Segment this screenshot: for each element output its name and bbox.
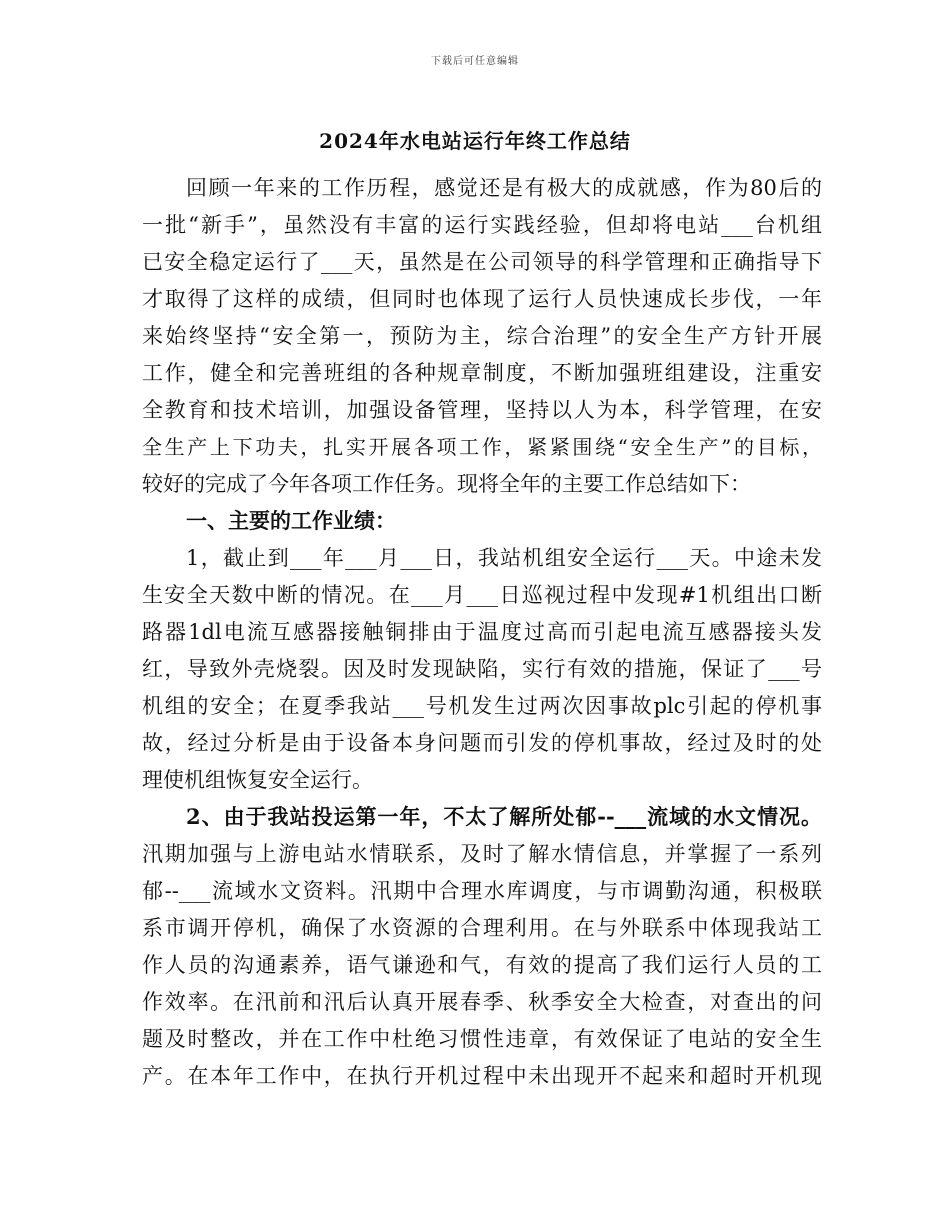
- document-title: 2024年水电站运行年终工作总结: [319, 129, 631, 153]
- paragraph-line: 回顾一年来的工作历程，感觉还是有极大的成就感，作为80后的: [186, 176, 822, 200]
- paragraph-line: 生安全天数中断的情况。在___月___日巡视过程中发现#1机组出口断: [142, 583, 822, 607]
- paragraph-line: 故，经过分析是由于设备本身问题而引发的停机事故，经过及时的处: [142, 731, 822, 755]
- paragraph-line: 才取得了这样的成绩，但同时也体现了运行人员快速成长步伐，一年: [142, 287, 822, 311]
- paragraph-line: 题及时整改，并在工作中杜绝习惯性违章，有效保证了电站的安全生: [142, 1027, 822, 1051]
- paragraph-line: 1，截止到___年___月___日，我站机组安全运行___天。中途未发: [186, 546, 822, 570]
- paragraph-line: 全教育和技术培训，加强设备管理，坚持以人为本，科学管理，在安: [142, 398, 822, 422]
- paragraph-line: 红，导致外壳烧裂。因及时发现缺陷，实行有效的措施，保证了___号: [142, 657, 822, 681]
- subsection-heading: 2、由于我站投运第一年，不太了解所处郁--___流域的水文情况。: [186, 804, 822, 829]
- paragraph-line: 来始终坚持“安全第一，预防为主，综合治理”的安全生产方针开展: [142, 324, 822, 348]
- paragraph-line: 系市调开停机，确保了水资源的合理利用。在与外联系中体现我站工: [142, 916, 822, 940]
- paragraph-line: 较好的完成了今年各项工作任务。现将全年的主要工作总结如下：: [142, 472, 751, 496]
- paragraph-line: 作效率。在汛前和汛后认真开展春季、秋季安全大检查，对查出的问: [142, 990, 822, 1014]
- paragraph-line: 郁--___流域水文资料。汛期中合理水库调度，与市调勤沟通，积极联: [142, 879, 822, 903]
- section-heading: 一、主要的工作业绩：: [186, 508, 396, 533]
- paragraph-line: 已安全稳定运行了___天，虽然是在公司领导的科学管理和正确指导下: [142, 250, 822, 274]
- header-note: 下载后可任意编辑: [431, 56, 519, 67]
- paragraph-line: 一批“新手”，虽然没有丰富的运行实践经验，但却将电站___台机组: [142, 213, 822, 237]
- paragraph-line: 全生产上下功夫，扎实开展各项工作，紧紧围绕“安全生产”的目标，: [142, 435, 822, 459]
- paragraph-line: 作人员的沟通素养，语气谦逊和气，有效的提高了我们运行人员的工: [142, 953, 822, 977]
- paragraph-line: 路器1dl电流互感器接触铜排由于温度过高而引起电流互感器接头发: [142, 620, 822, 644]
- paragraph-line: 产。在本年工作中，在执行开机过程中未出现开不起来和超时开机现: [142, 1064, 822, 1088]
- paragraph-line: 理使机组恢复安全运行。: [142, 768, 373, 792]
- paragraph-line: 汛期加强与上游电站水情联系，及时了解水情信息，并掌握了一系列: [142, 842, 822, 866]
- paragraph-line: 机组的安全；在夏季我站___号机发生过两次因事故plc引起的停机事: [142, 694, 822, 718]
- paragraph-line: 工作，健全和完善班组的各种规章制度，不断加强班组建设，注重安: [142, 361, 822, 385]
